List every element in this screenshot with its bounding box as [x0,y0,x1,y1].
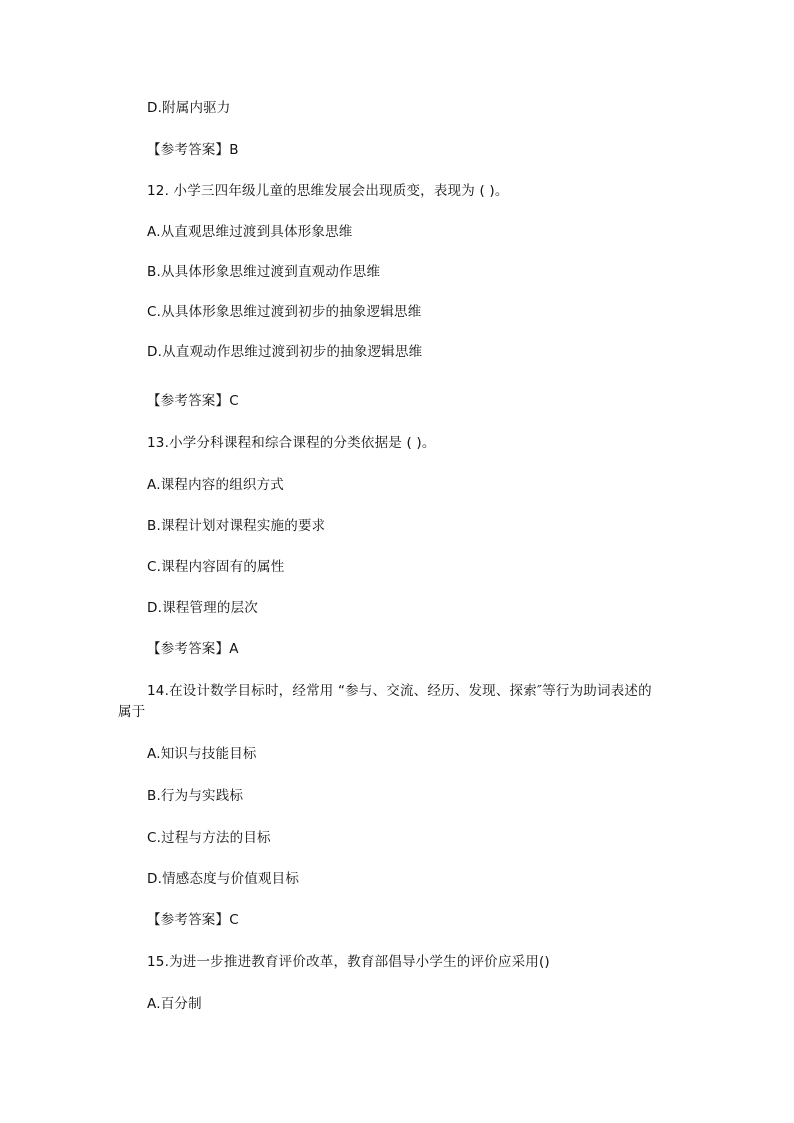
option-c-q14: C.过程与方法的目标 [147,830,271,846]
question-15: 15.为进一步推进教育评价改革，教育部倡导小学生的评价应采用() [147,954,550,970]
option-d-q12: D.从直观动作思维过渡到初步的抽象逻辑思维 [147,344,423,360]
option-c-q12: C.从具体形象思维过渡到初步的抽象逻辑思维 [147,304,422,320]
option-b-q14: B.行为与实践标 [147,788,244,804]
option-a-q14: A.知识与技能目标 [147,746,257,762]
option-a-q13: A.课程内容的组织方式 [147,477,284,493]
answer-q12: 【参考答案】C [147,393,239,409]
option-d-q14: D.情感态度与价值观目标 [147,871,300,887]
answer-q11: 【参考答案】B [147,142,239,158]
option-d-q11: D.附属内驱力 [147,100,231,116]
option-a-q15: A.百分制 [147,996,202,1012]
question-13: 13.小学分科课程和综合课程的分类依据是 ( )。 [147,435,436,451]
option-a-q12: A.从直观思维过渡到具体形象思维 [147,224,353,240]
question-12: 12. 小学三四年级儿童的思维发展会出现质变，表现为 ( )。 [147,183,509,199]
option-b-q13: B.课程计划对课程实施的要求 [147,518,326,534]
question-14: 14.在设计数学目标时，经常用 “参与、交流、经历、发现、探索″等行为助词表述的 [147,683,652,699]
question-14-continued: 属于 [118,704,146,720]
option-b-q12: B.从具体形象思维过渡到直观动作思维 [147,264,381,280]
option-d-q13: D.课程管理的层次 [147,600,258,616]
answer-q14: 【参考答案】C [147,912,239,928]
answer-q13: 【参考答案】A [147,641,239,657]
option-c-q13: C.课程内容固有的属性 [147,559,285,575]
